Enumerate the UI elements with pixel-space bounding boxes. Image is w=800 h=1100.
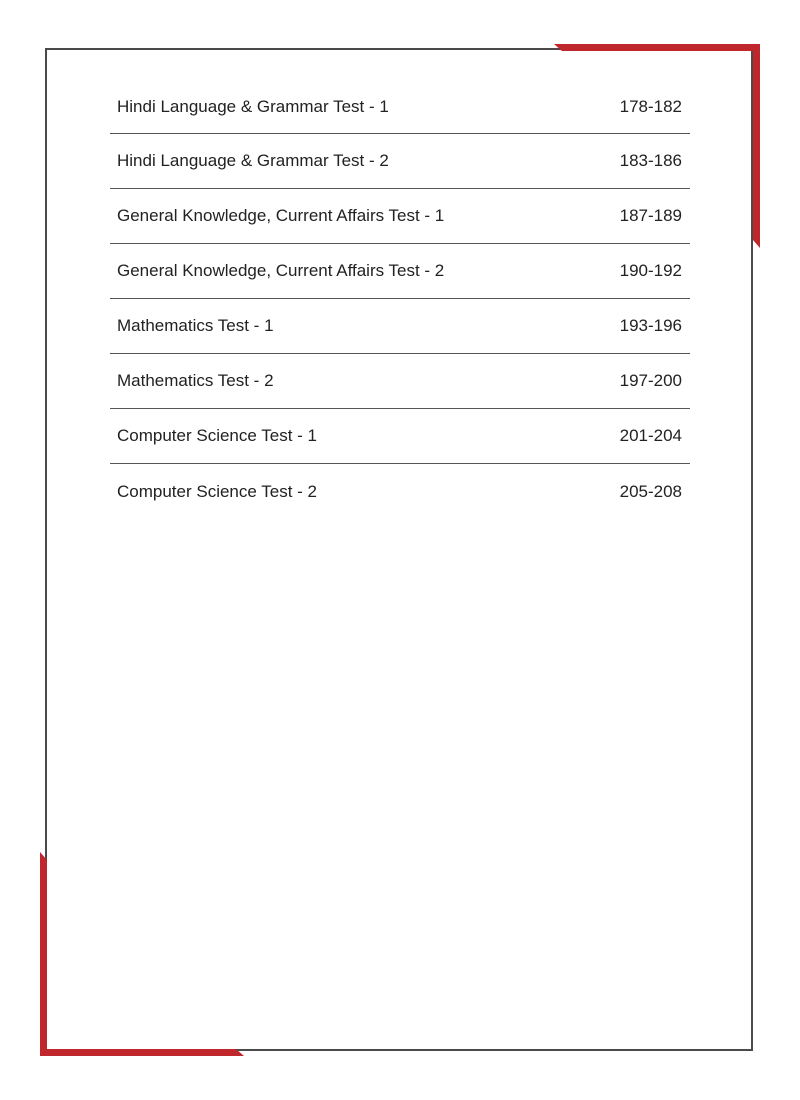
toc-row bbox=[110, 409, 690, 464]
toc-row bbox=[110, 299, 690, 354]
toc-entry-pages: 197-200 bbox=[619, 371, 682, 390]
toc-entry-pages: 190-192 bbox=[619, 261, 682, 280]
toc-entry-pages: 201-204 bbox=[619, 426, 682, 445]
toc-row bbox=[110, 464, 690, 519]
toc-row bbox=[110, 189, 690, 244]
toc-row bbox=[110, 80, 690, 134]
corner-accent-bottom-left bbox=[36, 848, 248, 1060]
toc-entry-title: Mathematics Test - 1 bbox=[117, 316, 274, 335]
table-of-contents bbox=[110, 80, 690, 519]
toc-row bbox=[110, 134, 690, 189]
toc-entry-pages: 193-196 bbox=[619, 316, 682, 335]
toc-entry-pages: 183-186 bbox=[619, 151, 682, 170]
toc-entry-title: Computer Science Test - 1 bbox=[117, 426, 317, 445]
toc-entry-title: Hindi Language & Grammar Test - 2 bbox=[117, 151, 389, 170]
toc-entry-title: Hindi Language & Grammar Test - 1 bbox=[117, 96, 389, 116]
toc-entry-title: General Knowledge, Current Affairs Test - 1 bbox=[117, 206, 445, 225]
toc-row bbox=[110, 354, 690, 409]
toc-entry-title: Computer Science Test - 2 bbox=[117, 481, 317, 501]
toc-entry-title: General Knowledge, Current Affairs Test - 2 bbox=[117, 261, 445, 280]
toc-entry-pages: 187-189 bbox=[619, 206, 682, 225]
toc-entry-pages: 205-208 bbox=[619, 481, 682, 501]
toc-entry-title: Mathematics Test - 2 bbox=[117, 371, 274, 390]
toc-row bbox=[110, 244, 690, 299]
toc-entry-pages: 178-182 bbox=[619, 96, 682, 116]
